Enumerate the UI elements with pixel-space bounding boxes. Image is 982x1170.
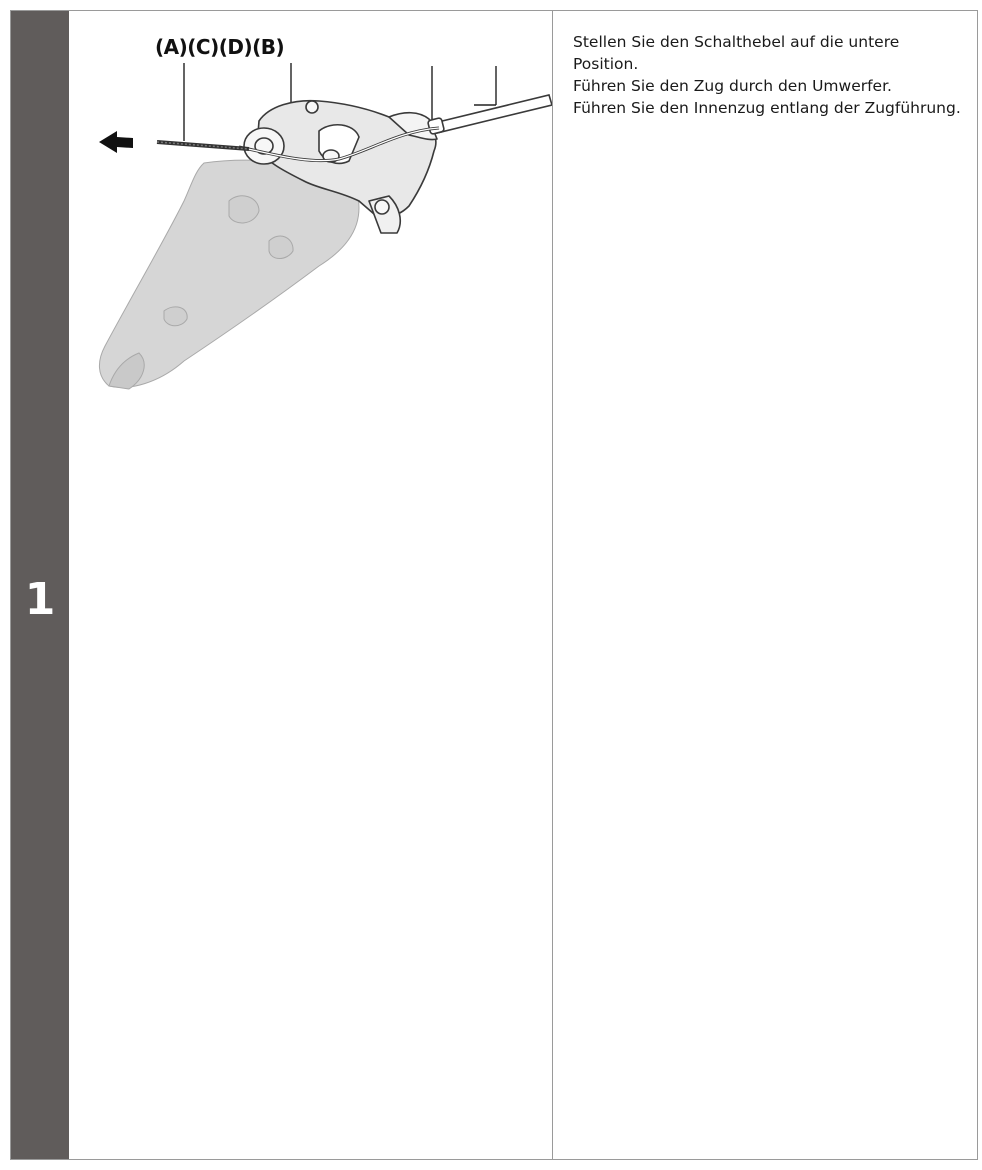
step-number: 1 — [24, 574, 56, 625]
instruction-line: Stellen Sie den Schalthebel auf die untere Position. — [573, 33, 900, 73]
step-table — [10, 10, 978, 1160]
instruction-line: Führen Sie den Innenzug entlang der Zugführung. — [573, 99, 961, 117]
instruction-cell — [553, 11, 977, 1159]
step-sidebar — [11, 11, 69, 1159]
part-callout-label: (A)(C)(D)(B) — [155, 35, 285, 59]
frame-tube — [99, 160, 359, 389]
illustration-cell — [69, 11, 553, 1159]
cable-housing — [428, 95, 552, 134]
instruction-line: Führen Sie den Zug durch den Umwerfer. — [573, 77, 892, 95]
pull-direction-arrow-icon — [99, 131, 133, 153]
front-derailleur-illustration — [69, 11, 552, 411]
